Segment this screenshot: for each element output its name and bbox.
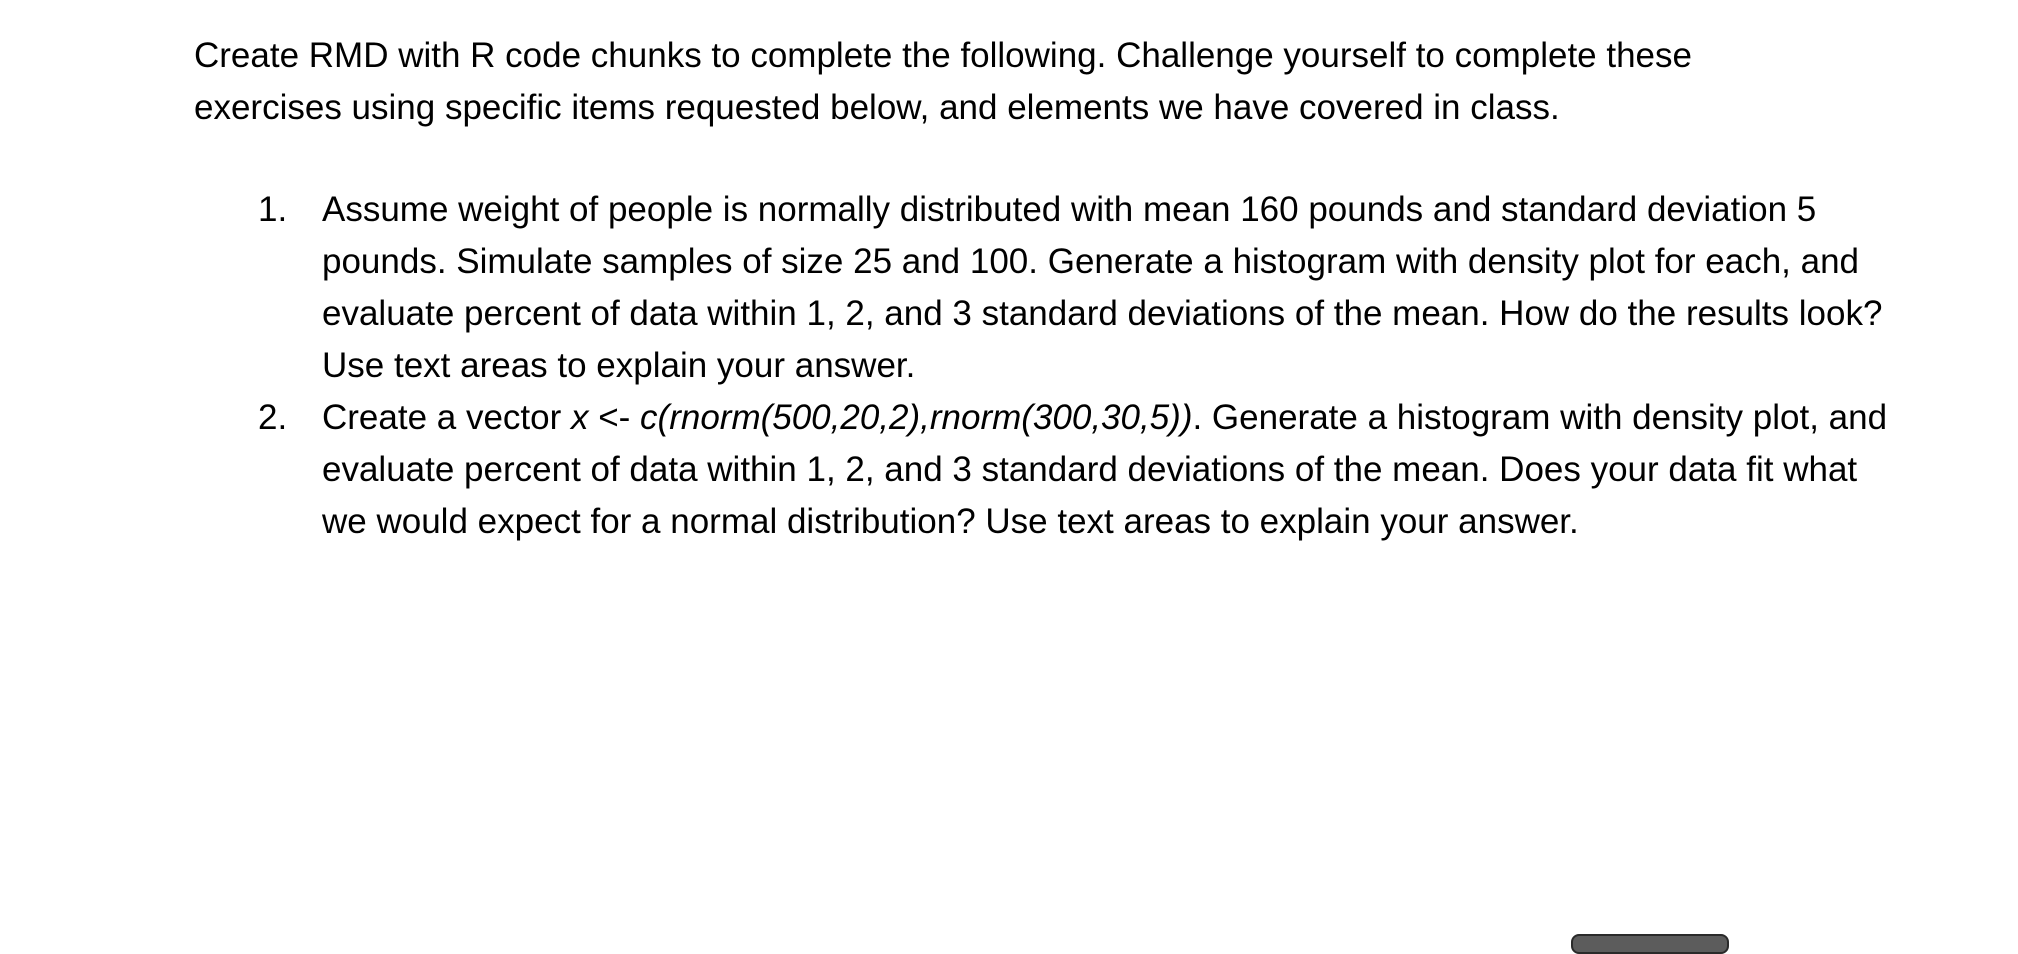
exercise-list (194, 184, 1894, 548)
code-expression: c(rnorm(500,20,2),rnorm(300,30,5)) (640, 398, 1193, 437)
code-assignment-operator: <- (588, 398, 641, 437)
exercise-item-2 (194, 392, 1894, 548)
intro-line-1: Create RMD with R code chunks to complete the following. Challenge yourself to complete these (194, 36, 1692, 75)
exercise-text-1: Assume weight of people is normally distributed with mean 160 pounds and standard deviation 5 pounds. Simulate samples of size 25 and 100. Generate a histogram with density plot for each, and evaluate percent of data within 1, 2, and 3 standard deviations of the mean. How do the results look? Use text areas to explain your answer. (322, 190, 1883, 385)
exercise-text-2-after: . Generate a histogram with density plot, and evaluate percent of data within 1, 2, and 3 standard deviations of the mean. Does your data fit what we would expect for a normal distribution? Use text areas to explain your answer. (322, 398, 1888, 541)
exercise-text-2-before: Create a vector (322, 398, 571, 437)
exercise-number-1: 1. (258, 190, 288, 229)
partial-button[interactable] (1571, 934, 1729, 954)
exercise-item-1 (194, 184, 1894, 392)
code-variable: x (571, 398, 589, 437)
intro-line-2: exercises using specific items requested below, and elements we have covered in class. (194, 88, 1560, 127)
exercise-number-2: 2. (258, 398, 288, 437)
intro-paragraph (194, 30, 1874, 134)
